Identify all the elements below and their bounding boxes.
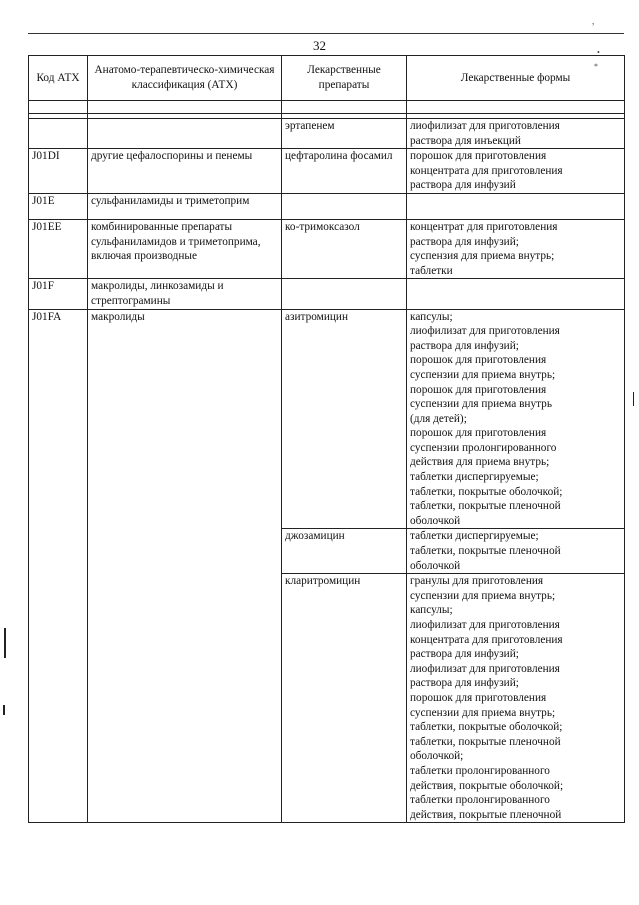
form-line: концентрат для приготовления <box>410 220 558 233</box>
cell-forms <box>407 279 625 309</box>
form-line: таблетки, покрытые пленочной <box>410 545 561 558</box>
form-line: порошок для приготовления <box>410 691 547 704</box>
cell-forms <box>407 193 625 219</box>
form-line: концентрата для приготовления <box>410 633 563 646</box>
form-line: (для детей); <box>410 412 467 425</box>
header-forms: Лекарственные формы <box>407 56 625 101</box>
form-line: действия для приема внутрь; <box>410 456 550 469</box>
form-line: лиофилизат для приготовления <box>410 120 560 132</box>
form-line: таблетки диспергируемые; <box>410 471 539 484</box>
form-line: капсулы; <box>410 310 453 323</box>
form-line: гранулы для приготовления <box>410 575 544 588</box>
cell-forms <box>407 119 625 149</box>
cell-forms <box>407 219 625 278</box>
cell-classification: комбинированные препараты сульфаниламидов и триметоприма, включая производные <box>88 219 282 278</box>
header-drugs: Лекарственные препараты <box>282 56 407 101</box>
cell-forms <box>407 309 625 529</box>
form-line: порошок для приготовления <box>410 150 547 163</box>
form-line: лиофилизат для приготовления <box>410 619 560 631</box>
form-line: оболочкой; <box>410 750 464 763</box>
table-row <box>29 219 625 278</box>
form-line: таблетки, покрытые пленочной <box>410 500 561 513</box>
cell-classification: другие цефалоспорины и пенемы <box>88 149 282 194</box>
margin-mark: * <box>594 62 598 71</box>
form-line: порошок для приготовления <box>410 354 547 367</box>
cell-code: J01E <box>29 193 88 219</box>
table-row <box>29 279 625 309</box>
header-classification: Анатомо-терапевтическо-химическая классификация (АТХ) <box>88 56 282 101</box>
form-line: суспензии пролонгированного <box>410 441 557 454</box>
form-line: капсулы; <box>410 604 453 617</box>
form-line: таблетки пролонгированного <box>410 764 550 777</box>
top-rule <box>28 33 624 34</box>
cell-forms <box>407 574 625 823</box>
margin-mark: • <box>597 48 600 57</box>
cell-drug <box>282 193 407 219</box>
cell-code: J01DI <box>29 149 88 194</box>
cell-code: J01FA <box>29 309 88 823</box>
form-line: действия, покрытые оболочкой; <box>410 779 564 792</box>
margin-mark: , <box>592 16 595 26</box>
cell-code: J01F <box>29 279 88 309</box>
form-line: раствора для инфузий; <box>410 677 519 690</box>
scan-artifact <box>3 705 5 715</box>
form-line: суспензии для приема внутрь <box>410 398 552 411</box>
cell-drug: ко-тримоксазол <box>282 219 407 278</box>
form-line: таблетки, покрытые оболочкой; <box>410 485 563 498</box>
form-line: суспензии для приема внутрь; <box>410 589 556 602</box>
table-row <box>29 193 625 219</box>
cell-classification: макролиды, линкозамиды и стрептограмины <box>88 279 282 309</box>
page-number: 32 <box>313 38 326 53</box>
atx-table <box>28 55 625 823</box>
form-line: порошок для приготовления <box>410 383 547 396</box>
form-line: лиофилизат для приготовления <box>410 662 560 675</box>
cell-classification: сульфаниламиды и триметоприм <box>88 193 282 219</box>
form-line: раствора для инфузий <box>410 179 516 192</box>
form-line: таблетки пролонгированного <box>410 794 550 807</box>
form-line: лиофилизат для приготовления <box>410 325 560 338</box>
table-header-row <box>29 56 625 101</box>
form-line: таблетки, покрытые оболочкой; <box>410 721 563 734</box>
cell-forms <box>407 529 625 574</box>
cell-drug: джозамицин <box>282 529 407 574</box>
cell-classification <box>88 119 282 149</box>
form-line: оболочкой <box>410 559 461 572</box>
cell-drug: эртапенем <box>282 119 407 149</box>
form-line: оболочкой <box>410 514 461 527</box>
form-line: суспензии для приема внутрь; <box>410 368 556 381</box>
table-row <box>29 149 625 194</box>
form-line: раствора для инъекций <box>410 134 521 147</box>
cell-code <box>29 119 88 149</box>
form-line: таблетки диспергируемые; <box>410 530 539 543</box>
form-line: суспензии для приема внутрь; <box>410 706 556 719</box>
form-line: таблетки <box>410 264 453 277</box>
form-line: раствора для инфузий; <box>410 339 519 352</box>
form-line: порошок для приготовления <box>410 427 547 440</box>
form-line: действия, покрытые пленочной <box>410 808 562 821</box>
header-code: Код АТХ <box>29 56 88 101</box>
table-row <box>29 309 625 529</box>
cell-classification: макролиды <box>88 309 282 823</box>
form-line: концентрата для приготовления <box>410 164 563 177</box>
cell-forms <box>407 149 625 194</box>
scan-artifact <box>4 628 6 658</box>
form-line: таблетки, покрытые пленочной <box>410 735 561 748</box>
form-line: суспензия для приема внутрь; <box>410 250 555 263</box>
cell-drug <box>282 279 407 309</box>
scan-artifact <box>633 392 634 406</box>
form-line: раствора для инфузий; <box>410 235 519 248</box>
cell-drug: цефтаролина фосамил <box>282 149 407 194</box>
form-line: раствора для инфузий; <box>410 648 519 661</box>
cell-drug: кларитромицин <box>282 574 407 823</box>
table-row <box>29 119 625 149</box>
cell-code: J01EE <box>29 219 88 278</box>
cell-drug: азитромицин <box>282 309 407 529</box>
spacer-row <box>29 101 625 114</box>
